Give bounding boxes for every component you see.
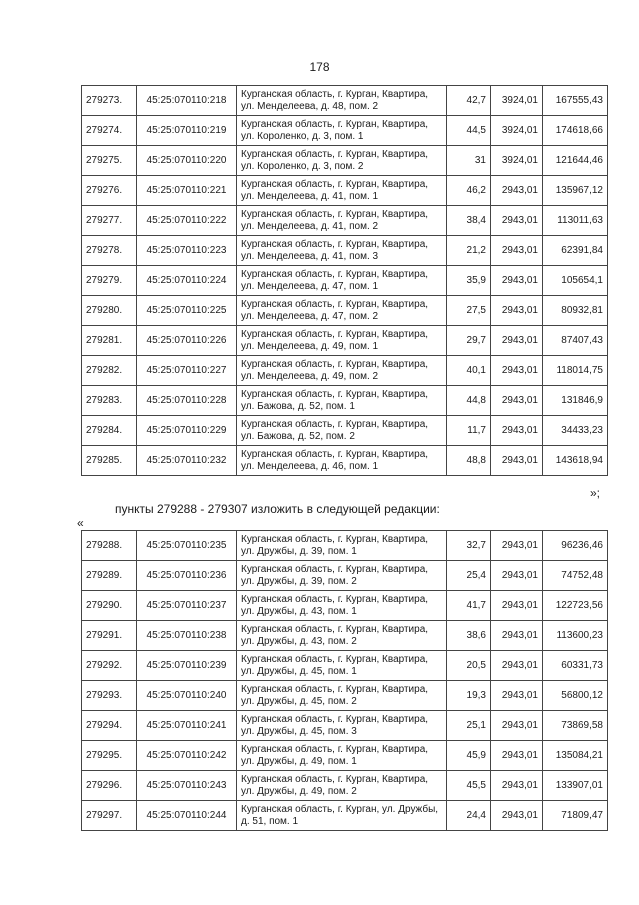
cadastral-value-cell: 80932,81 xyxy=(543,296,608,326)
table-row xyxy=(82,651,608,681)
cadastral-number-cell: 45:25:070110:224 xyxy=(137,266,237,296)
table-row xyxy=(82,531,608,561)
row-number-cell: 279282. xyxy=(82,356,137,386)
address-cell: Курганская область, г. Курган, Квартира, ул. Дружбы, д. 49, пом. 1 xyxy=(237,741,447,771)
row-number-cell: 279294. xyxy=(82,711,137,741)
table-row xyxy=(82,446,608,476)
cadastral-value-cell: 56800,12 xyxy=(543,681,608,711)
cadastral-number-cell: 45:25:070110:220 xyxy=(137,146,237,176)
rate-cell: 2943,01 xyxy=(491,621,543,651)
area-cell: 38,4 xyxy=(447,206,491,236)
cadastral-value-cell: 174618,66 xyxy=(543,116,608,146)
rate-cell: 2943,01 xyxy=(491,386,543,416)
area-cell: 45,9 xyxy=(447,741,491,771)
cadastral-number-cell: 45:25:070110:228 xyxy=(137,386,237,416)
rate-cell: 2943,01 xyxy=(491,416,543,446)
cadastral-value-cell: 96236,46 xyxy=(543,531,608,561)
cadastral-number-cell: 45:25:070110:227 xyxy=(137,356,237,386)
cadastral-number-cell: 45:25:070110:242 xyxy=(137,741,237,771)
cadastral-value-cell: 135967,12 xyxy=(543,176,608,206)
cadastral-value-cell: 131846,9 xyxy=(543,386,608,416)
cadastral-value-cell: 133907,01 xyxy=(543,771,608,801)
cadastral-value-cell: 73869,58 xyxy=(543,711,608,741)
area-cell: 41,7 xyxy=(447,591,491,621)
rate-cell: 2943,01 xyxy=(491,266,543,296)
rate-cell: 2943,01 xyxy=(491,801,543,831)
area-cell: 44,5 xyxy=(447,116,491,146)
row-number-cell: 279274. xyxy=(82,116,137,146)
rate-cell: 2943,01 xyxy=(491,296,543,326)
rate-cell: 2943,01 xyxy=(491,711,543,741)
rate-cell: 2943,01 xyxy=(491,591,543,621)
row-number-cell: 279278. xyxy=(82,236,137,266)
rate-cell: 2943,01 xyxy=(491,446,543,476)
address-cell: Курганская область, г. Курган, Квартира, ул. Менделеева, д. 47, пом. 2 xyxy=(237,296,447,326)
cadastral-number-cell: 45:25:070110:218 xyxy=(137,86,237,116)
rate-cell: 2943,01 xyxy=(491,176,543,206)
cadastral-number-cell: 45:25:070110:235 xyxy=(137,531,237,561)
cadastral-value-cell: 143618,94 xyxy=(543,446,608,476)
rate-cell: 2943,01 xyxy=(491,356,543,386)
row-number-cell: 279289. xyxy=(82,561,137,591)
address-cell: Курганская область, г. Курган, Квартира, ул. Менделеева, д. 49, пом. 2 xyxy=(237,356,447,386)
cadastral-value-cell: 118014,75 xyxy=(543,356,608,386)
cadastral-number-cell: 45:25:070110:238 xyxy=(137,621,237,651)
page-number: 178 xyxy=(309,60,330,74)
table-row xyxy=(82,116,608,146)
table-row xyxy=(82,711,608,741)
address-cell: Курганская область, г. Курган, Квартира, ул. Дружбы, д. 49, пом. 2 xyxy=(237,771,447,801)
cadastral-value-cell: 71809,47 xyxy=(543,801,608,831)
cadastral-value-cell: 62391,84 xyxy=(543,236,608,266)
cadastral-number-cell: 45:25:070110:232 xyxy=(137,446,237,476)
cadastral-value-cell: 113011,63 xyxy=(543,206,608,236)
cadastral-value-cell: 105654,1 xyxy=(543,266,608,296)
area-cell: 20,5 xyxy=(447,651,491,681)
table-row xyxy=(82,296,608,326)
address-cell: Курганская область, г. Курган, Квартира, ул. Дружбы, д. 45, пом. 2 xyxy=(237,681,447,711)
address-cell: Курганская область, г. Курган, Квартира, ул. Дружбы, д. 39, пом. 2 xyxy=(237,561,447,591)
area-cell: 42,7 xyxy=(447,86,491,116)
area-cell: 24,4 xyxy=(447,801,491,831)
address-cell: Курганская область, г. Курган, Квартира, ул. Дружбы, д. 45, пом. 3 xyxy=(237,711,447,741)
table-row xyxy=(82,771,608,801)
cadastral-value-cell: 60331,73 xyxy=(543,651,608,681)
closing-quote: »; xyxy=(590,486,601,500)
table-row xyxy=(82,266,608,296)
row-number-cell: 279291. xyxy=(82,621,137,651)
registry-table-2 xyxy=(81,530,608,831)
amendment-instruction: пункты 279288 - 279307 изложить в следующей редакции: xyxy=(115,502,440,516)
cadastral-value-cell: 167555,43 xyxy=(543,86,608,116)
row-number-cell: 279295. xyxy=(82,741,137,771)
cadastral-number-cell: 45:25:070110:226 xyxy=(137,326,237,356)
cadastral-value-cell: 74752,48 xyxy=(543,561,608,591)
area-cell: 25,1 xyxy=(447,711,491,741)
address-cell: Курганская область, г. Курган, Квартира, ул. Менделеева, д. 41, пом. 1 xyxy=(237,176,447,206)
registry-table-1 xyxy=(81,85,608,476)
row-number-cell: 279285. xyxy=(82,446,137,476)
address-cell: Курганская область, г. Курган, Квартира, ул. Бажова, д. 52, пом. 1 xyxy=(237,386,447,416)
address-cell: Курганская область, г. Курган, Квартира, ул. Дружбы, д. 43, пом. 2 xyxy=(237,621,447,651)
cadastral-number-cell: 45:25:070110:219 xyxy=(137,116,237,146)
row-number-cell: 279275. xyxy=(82,146,137,176)
table-row xyxy=(82,386,608,416)
area-cell: 38,6 xyxy=(447,621,491,651)
row-number-cell: 279292. xyxy=(82,651,137,681)
cadastral-number-cell: 45:25:070110:243 xyxy=(137,771,237,801)
row-number-cell: 279293. xyxy=(82,681,137,711)
row-number-cell: 279277. xyxy=(82,206,137,236)
table-row xyxy=(82,591,608,621)
rate-cell: 3924,01 xyxy=(491,116,543,146)
table-row xyxy=(82,621,608,651)
address-cell: Курганская область, г. Курган, Квартира, ул. Короленко, д. 3, пом. 1 xyxy=(237,116,447,146)
cadastral-value-cell: 34433,23 xyxy=(543,416,608,446)
area-cell: 25,4 xyxy=(447,561,491,591)
cadastral-number-cell: 45:25:070110:221 xyxy=(137,176,237,206)
row-number-cell: 279297. xyxy=(82,801,137,831)
cadastral-number-cell: 45:25:070110:236 xyxy=(137,561,237,591)
table-row xyxy=(82,86,608,116)
area-cell: 35,9 xyxy=(447,266,491,296)
cadastral-value-cell: 121644,46 xyxy=(543,146,608,176)
row-number-cell: 279276. xyxy=(82,176,137,206)
area-cell: 40,1 xyxy=(447,356,491,386)
address-cell: Курганская область, г. Курган, Квартира, ул. Менделеева, д. 41, пом. 3 xyxy=(237,236,447,266)
address-cell: Курганская область, г. Курган, Квартира, ул. Дружбы, д. 45, пом. 1 xyxy=(237,651,447,681)
rate-cell: 2943,01 xyxy=(491,326,543,356)
cadastral-number-cell: 45:25:070110:222 xyxy=(137,206,237,236)
address-cell: Курганская область, г. Курган, Квартира, ул. Дружбы, д. 39, пом. 1 xyxy=(237,531,447,561)
table-row xyxy=(82,416,608,446)
table-row xyxy=(82,146,608,176)
opening-quote: « xyxy=(77,516,84,530)
cadastral-number-cell: 45:25:070110:237 xyxy=(137,591,237,621)
cadastral-value-cell: 135084,21 xyxy=(543,741,608,771)
address-cell: Курганская область, г. Курган, Квартира, ул. Менделеева, д. 41, пом. 2 xyxy=(237,206,447,236)
address-cell: Курганская область, г. Курган, Квартира, ул. Менделеева, д. 49, пом. 1 xyxy=(237,326,447,356)
address-cell: Курганская область, г. Курган, Квартира, ул. Дружбы, д. 43, пом. 1 xyxy=(237,591,447,621)
table-row xyxy=(82,356,608,386)
row-number-cell: 279281. xyxy=(82,326,137,356)
cadastral-number-cell: 45:25:070110:225 xyxy=(137,296,237,326)
area-cell: 46,2 xyxy=(447,176,491,206)
table-row xyxy=(82,561,608,591)
row-number-cell: 279273. xyxy=(82,86,137,116)
area-cell: 29,7 xyxy=(447,326,491,356)
address-cell: Курганская область, г. Курган, ул. Дружбы, д. 51, пом. 1 xyxy=(237,801,447,831)
cadastral-value-cell: 122723,56 xyxy=(543,591,608,621)
row-number-cell: 279279. xyxy=(82,266,137,296)
rate-cell: 2943,01 xyxy=(491,561,543,591)
row-number-cell: 279296. xyxy=(82,771,137,801)
address-cell: Курганская область, г. Курган, Квартира, ул. Менделеева, д. 47, пом. 1 xyxy=(237,266,447,296)
cadastral-number-cell: 45:25:070110:223 xyxy=(137,236,237,266)
cadastral-number-cell: 45:25:070110:241 xyxy=(137,711,237,741)
row-number-cell: 279284. xyxy=(82,416,137,446)
rate-cell: 3924,01 xyxy=(491,86,543,116)
area-cell: 45,5 xyxy=(447,771,491,801)
row-number-cell: 279290. xyxy=(82,591,137,621)
table-row xyxy=(82,206,608,236)
table-row xyxy=(82,326,608,356)
cadastral-number-cell: 45:25:070110:229 xyxy=(137,416,237,446)
area-cell: 27,5 xyxy=(447,296,491,326)
cadastral-value-cell: 113600,23 xyxy=(543,621,608,651)
area-cell: 32,7 xyxy=(447,531,491,561)
rate-cell: 2943,01 xyxy=(491,531,543,561)
address-cell: Курганская область, г. Курган, Квартира, ул. Менделеева, д. 48, пом. 2 xyxy=(237,86,447,116)
rate-cell: 2943,01 xyxy=(491,651,543,681)
cadastral-number-cell: 45:25:070110:240 xyxy=(137,681,237,711)
area-cell: 31 xyxy=(447,146,491,176)
address-cell: Курганская область, г. Курган, Квартира, ул. Бажова, д. 52, пом. 2 xyxy=(237,416,447,446)
table-row xyxy=(82,801,608,831)
area-cell: 21,2 xyxy=(447,236,491,266)
rate-cell: 2943,01 xyxy=(491,681,543,711)
address-cell: Курганская область, г. Курган, Квартира, ул. Короленко, д. 3, пом. 2 xyxy=(237,146,447,176)
table-row xyxy=(82,176,608,206)
area-cell: 11,7 xyxy=(447,416,491,446)
address-cell: Курганская область, г. Курган, Квартира, ул. Менделеева, д. 46, пом. 1 xyxy=(237,446,447,476)
rate-cell: 2943,01 xyxy=(491,236,543,266)
rate-cell: 3924,01 xyxy=(491,146,543,176)
rate-cell: 2943,01 xyxy=(491,741,543,771)
table-row xyxy=(82,681,608,711)
area-cell: 48,8 xyxy=(447,446,491,476)
row-number-cell: 279280. xyxy=(82,296,137,326)
rate-cell: 2943,01 xyxy=(491,206,543,236)
area-cell: 19,3 xyxy=(447,681,491,711)
table-row xyxy=(82,741,608,771)
cadastral-value-cell: 87407,43 xyxy=(543,326,608,356)
cadastral-number-cell: 45:25:070110:244 xyxy=(137,801,237,831)
rate-cell: 2943,01 xyxy=(491,771,543,801)
row-number-cell: 279283. xyxy=(82,386,137,416)
row-number-cell: 279288. xyxy=(82,531,137,561)
area-cell: 44,8 xyxy=(447,386,491,416)
cadastral-number-cell: 45:25:070110:239 xyxy=(137,651,237,681)
table-row xyxy=(82,236,608,266)
